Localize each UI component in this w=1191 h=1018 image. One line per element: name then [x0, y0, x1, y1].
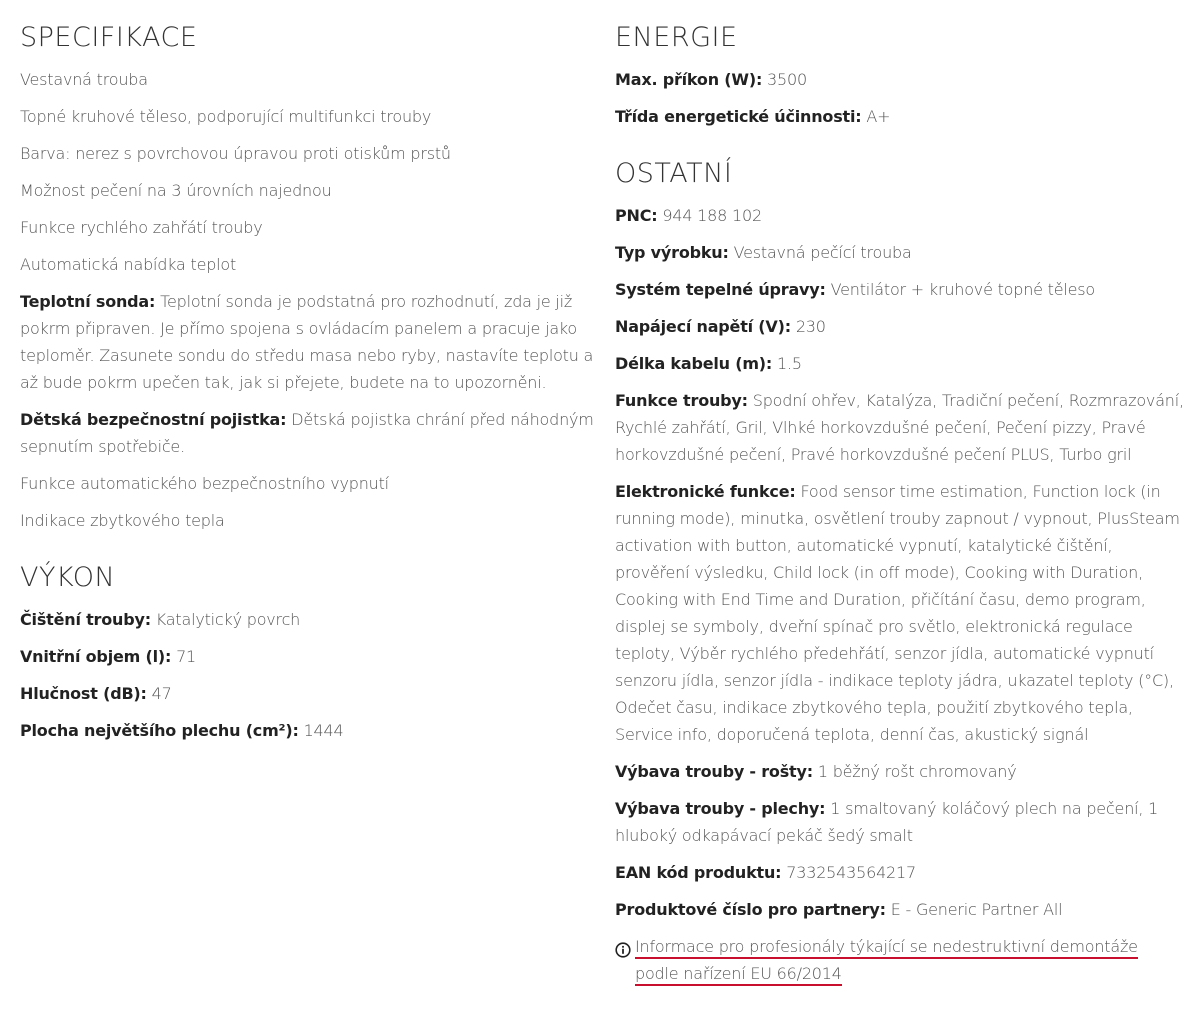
spec-value: Ventilátor + kruhové topné těleso [830, 280, 1096, 299]
spec-item [615, 896, 1185, 923]
spec-value: A+ [866, 107, 891, 126]
spec-value: 1 smaltovaný koláčový plech na pečení, 1 hluboký odkapávací pekáč šedý smalt [615, 799, 1159, 845]
spec-item [20, 717, 595, 744]
spec-value: Indikace zbytkového tepla [20, 511, 225, 530]
spec-value: 71 [176, 647, 197, 666]
spec-value: Spodní ohřev, Katalýza, Tradiční pečení, Rozmrazování, Rychlé zahřátí, Gril, Vlhké horkovzdušné pečení, Pečení pizzy, Pravé horkovzdušné pečení, Pravé horkovzdušné pečení PLUS, Turbo gril [615, 391, 1184, 464]
spec-item [20, 643, 595, 670]
spec-value: 944 188 102 [662, 206, 762, 225]
spec-key: Délka kabelu (m): [615, 354, 773, 373]
spec-key: Napájecí napětí (V): [615, 317, 791, 336]
spec-item [20, 251, 595, 278]
spec-key: Hlučnost (dB): [20, 684, 147, 703]
spec-value: 1444 [303, 721, 344, 740]
spec-key: Vnitřní objem (l): [20, 647, 172, 666]
specifikace-list [20, 66, 595, 534]
spec-key: Produktové číslo pro partnery: [615, 900, 886, 919]
spec-value: 230 [795, 317, 826, 336]
spec-item [20, 288, 595, 396]
spec-item [615, 239, 1185, 266]
spec-key: Teplotní sonda: [20, 292, 156, 311]
spec-item [20, 140, 595, 167]
spec-value: Automatická nabídka teplot [20, 255, 237, 274]
spec-item [20, 406, 595, 460]
spec-item [615, 313, 1185, 340]
spec-item [615, 202, 1185, 229]
spec-key: Plocha největšího plechu (cm²): [20, 721, 299, 740]
spec-key: Elektronické funkce: [615, 482, 796, 501]
spec-item [615, 758, 1185, 785]
spec-key: Max. příkon (W): [615, 70, 763, 89]
section-title-specifikace: SPECIFIKACE [20, 22, 198, 53]
spec-item [615, 387, 1185, 468]
spec-value: 47 [151, 684, 172, 703]
spec-item [615, 276, 1185, 303]
spec-item [615, 350, 1185, 377]
spec-value: Topné kruhové těleso, podporující multifunkci trouby [20, 107, 432, 126]
spec-item [20, 177, 595, 204]
spec-value: Funkce automatického bezpečnostního vypnutí [20, 474, 389, 493]
spec-key: Funkce trouby: [615, 391, 748, 410]
spec-key: Dětská bezpečnostní pojistka: [20, 410, 287, 429]
spec-value: 7332543564217 [786, 863, 916, 882]
spec-item [20, 470, 595, 497]
spec-item [615, 795, 1185, 849]
section-title-vykon: VÝKON [20, 562, 116, 593]
spec-item [615, 103, 1185, 130]
spec-item [20, 103, 595, 130]
spec-value: Funkce rychlého zahřátí trouby [20, 218, 263, 237]
spec-key: EAN kód produktu: [615, 863, 782, 882]
spec-key: Výbava trouby - rošty: [615, 762, 813, 781]
spec-key: PNC: [615, 206, 658, 225]
spec-key: Typ výrobku: [615, 243, 729, 262]
spec-item [20, 214, 595, 241]
spec-value: 1 běžný rošt chromovaný [817, 762, 1017, 781]
spec-value: Barva: nerez s povrchovou úpravou proti otiskům prstů [20, 144, 451, 163]
section-title-energie: ENERGIE [615, 22, 738, 53]
spec-item [615, 66, 1185, 93]
spec-value: Katalytický povrch [155, 610, 301, 629]
spec-item [615, 859, 1185, 886]
disassembly-info-link-text: Informace pro profesionály týkající se nedestruktivní demontáže podle nařízení EU 66/2014 [635, 937, 1138, 986]
spec-item [615, 478, 1185, 748]
spec-item [20, 680, 595, 707]
vykon-list [20, 606, 595, 744]
spec-value: Vestavná trouba [20, 70, 148, 89]
spec-item [20, 66, 595, 93]
spec-item [20, 606, 595, 633]
spec-value: Food sensor time estimation, Function lock (in running mode), minutka, osvětlení trouby zapnout / vypnout, PlusSteam activation with button, automatické vypnutí, katalytické čištění, prověření výsledku, Child lock (in off mode), Cooking with Duration, Cooking with End Time and Duration, přičítání času, demo program, displej se symboly, dveřní spínač pro světlo, elektronická regulace teploty, Výběr rychlého předehřátí, senzor jídla, automatické vypnutí senzoru jídla, senzor jídla - indikace teploty jádra, ukazatel teploty (°C), Odečet času, indikace zbytkového tepla, použití zbytkového tepla, Service info, doporučená teplota, denní čas, akustický signál [615, 482, 1180, 744]
spec-value: Možnost pečení na 3 úrovních najednou [20, 181, 332, 200]
spec-value: Vestavná pečící trouba [733, 243, 912, 262]
spec-key: Třída energetické účinnosti: [615, 107, 862, 126]
section-title-ostatni: OSTATNÍ [615, 158, 733, 189]
spec-value: 1.5 [777, 354, 802, 373]
spec-value: Dětská pojistka chrání před náhodným sepnutím spotřebiče. [20, 410, 594, 456]
spec-item [20, 507, 595, 534]
energie-list [615, 66, 1185, 130]
info-icon [615, 933, 635, 966]
spec-key: Výbava trouby - plechy: [615, 799, 826, 818]
right-column [615, 18, 1185, 987]
spec-key: Čištění trouby: [20, 610, 151, 629]
spec-value: E - Generic Partner All [890, 900, 1063, 919]
ostatni-list [615, 202, 1185, 923]
left-column [20, 18, 595, 744]
spec-value: 3500 [767, 70, 807, 89]
spec-key: Systém tepelné úpravy: [615, 280, 826, 299]
info-row [615, 933, 1185, 987]
disassembly-info-link[interactable] [635, 933, 1185, 987]
spec-value: Teplotní sonda je podstatná pro rozhodnutí, zda je již pokrm připraven. Je přímo spojena s ovládacím panelem a pracuje jako teploměr. Zasunete sondu do středu masa nebo ryby, nastavíte teplotu a až bude pokrm upečen tak, jak si přejete, budete na to upozorněni. [20, 292, 594, 392]
